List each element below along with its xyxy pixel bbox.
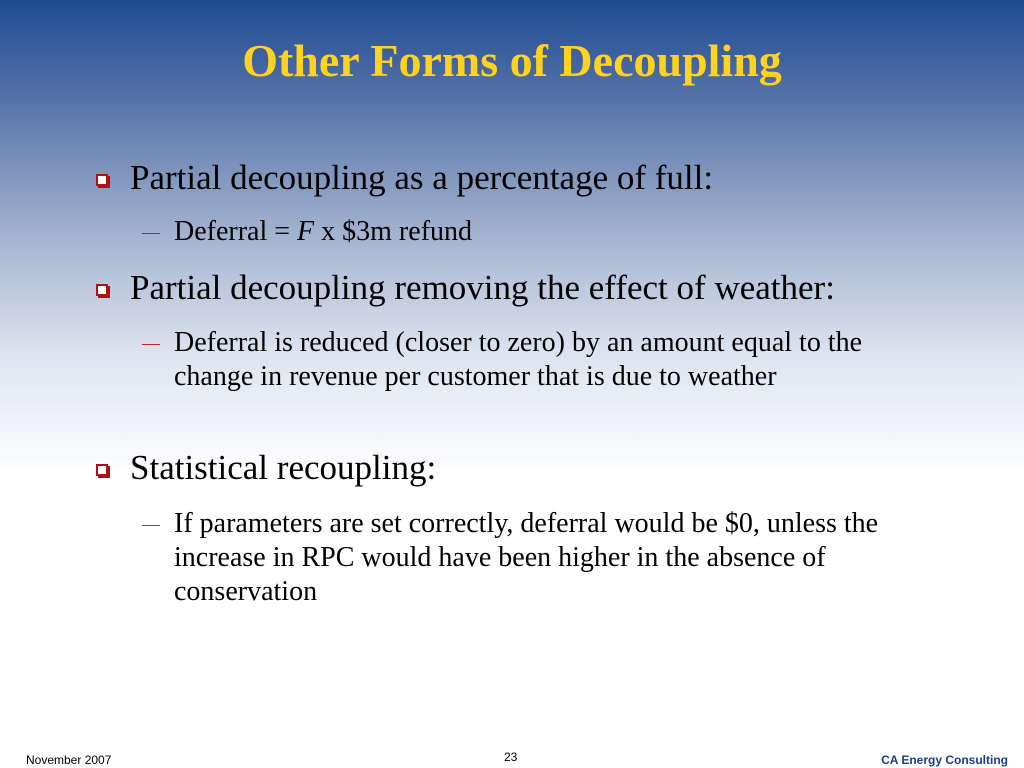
square-bullet-icon [96,174,108,186]
sub-bullet-text-pre: Deferral = [174,216,298,247]
square-bullet-icon [96,464,108,476]
slide-title: Other Forms of Decoupling [242,35,782,86]
bullet-text: Statistical recoupling: [130,448,437,487]
sub-bullet-text: If parameters are set correctly, deferral would be $0, unless the increase in RPC would have been higher in the absence of conservation [174,508,879,607]
sub-bullet-text [174,215,944,249]
sub-bullet-text: Deferral is reduced (closer to zero) by an amount equal to the change in revenue per customer that is due to weather [174,327,863,392]
sub-bullet-text-post: x $3m refund [314,216,473,247]
bullet-text: Partial decoupling removing the effect of weather: [130,268,835,307]
footer-organization: CA Energy Consulting [881,753,1008,767]
page-number: 23 [504,750,518,764]
footer-date: November 2007 [26,753,112,767]
sub-bullet-text-variable: F [297,216,315,247]
dash-bullet-icon: — [142,222,160,242]
dash-bullet-icon: — [142,514,160,534]
square-bullet-icon [96,284,108,296]
bullet-text: Partial decoupling as a percentage of full: [130,158,714,197]
dash-bullet-icon: — [142,333,160,353]
